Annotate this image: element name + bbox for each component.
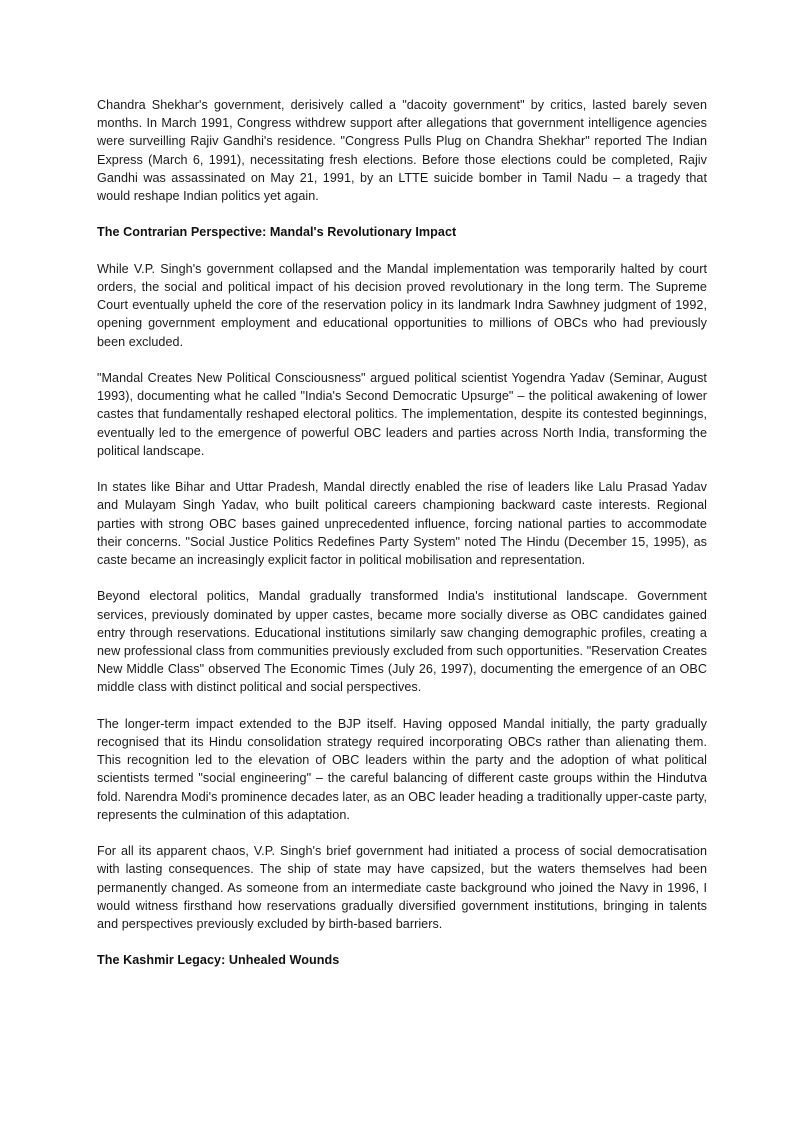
paragraph-vp-singh-collapse: While V.P. Singh's government collapsed and the Mandal implementation was temporarily halted by court orders, the social and political impact of his decision proved revolutionary in the long term. The Supreme Court eventually upheld the core of the reservation policy in its landmark Indra Sawhney judgment of 1992, opening government employment and educational opportunities to millions of OBCs who had previously been excluded.	[97, 261, 707, 349]
paragraph-social-democratisation: For all its apparent chaos, V.P. Singh's brief government had initiated a process of social democratisation with lasting consequences. The ship of state may have capsized, but the waters themselves had been permanently changed. As someone from an intermediate caste background who joined the Navy in 1996, I would witness firsthand how reservations gradually diversified government institutions, bringing in talents and perspectives previously excluded by birth-based barriers.	[97, 844, 707, 932]
paragraph-bjp-impact: The longer-term impact extended to the BJP itself. Having opposed Mandal initially, the party gradually recognised that its Hindu consolidation strategy required incorporating OBCs rather than alienating them. This recognition led to the elevation of OBC leaders within the party and the adoption of what political scientists termed "social engineering" – the careful balancing of different caste groups within the Hindutva fold. Narendra Modi's prominence decades later, as an OBC leader heading a traditionally upper-caste party, represents the culmination of this adaptation.	[97, 716, 707, 822]
section-heading-contrarian-perspective: The Contrarian Perspective: Mandal's Revolutionary Impact	[97, 225, 457, 240]
paragraph-chandra-shekhar-government: Chandra Shekhar's government, derisively called a "dacoity government" by critics, lasted barely seven months. In March 1991, Congress withdrew support after allegations that government intelligence agencies were surveilling Rajiv Gandhi's residence. "Congress Pulls Plug on Chandra Shekhar" reported The Indian Express (March 6, 1991), necessitating fresh elections. Before those elections could be completed, Rajiv Gandhi was assassinated on May 21, 1991, by an LTTE suicide bomber in Tamil Nadu – a tragedy that would reshape Indian politics yet again.	[97, 98, 707, 204]
section-heading-kashmir-legacy: The Kashmir Legacy: Unhealed Wounds	[97, 953, 340, 968]
paragraph-bihar-uttar-pradesh: In states like Bihar and Uttar Pradesh, Mandal directly enabled the rise of leaders like Lalu Prasad Yadav and Mulayam Singh Yadav, who built political careers championing backward caste interests. Regional parties with strong OBC bases gained unprecedented influence, forcing national parties to accommodate their concerns. "Social Justice Politics Redefines Party System" noted The Hindu (December 15, 1995), as caste became an increasingly explicit factor in political mobilisation and representation.	[97, 480, 707, 568]
paragraph-institutional-landscape: Beyond electoral politics, Mandal gradually transformed India's institutional landscape. Government services, previously dominated by upper castes, became more socially diverse as OBC candidates gained entry through reservations. Educational institutions similarly saw changing demographic profiles, creating a new professional class from communities previously excluded from such opportunities. "Reservation Creates New Middle Class" observed The Economic Times (July 26, 1997), documenting the emergence of an OBC middle class with distinct political and social perspectives.	[97, 589, 707, 695]
paragraph-political-consciousness: "Mandal Creates New Political Consciousness" argued political scientist Yogendra Yadav (Seminar, August 1993), documenting what he called "India's Second Democratic Upsurge" – the political awakening of lower castes that fundamentally reshaped electoral politics. The implementation, despite its contested beginnings, eventually led to the emergence of powerful OBC leaders and parties across North India, transforming the political landscape.	[97, 371, 707, 458]
document-page	[97, 96, 707, 988]
